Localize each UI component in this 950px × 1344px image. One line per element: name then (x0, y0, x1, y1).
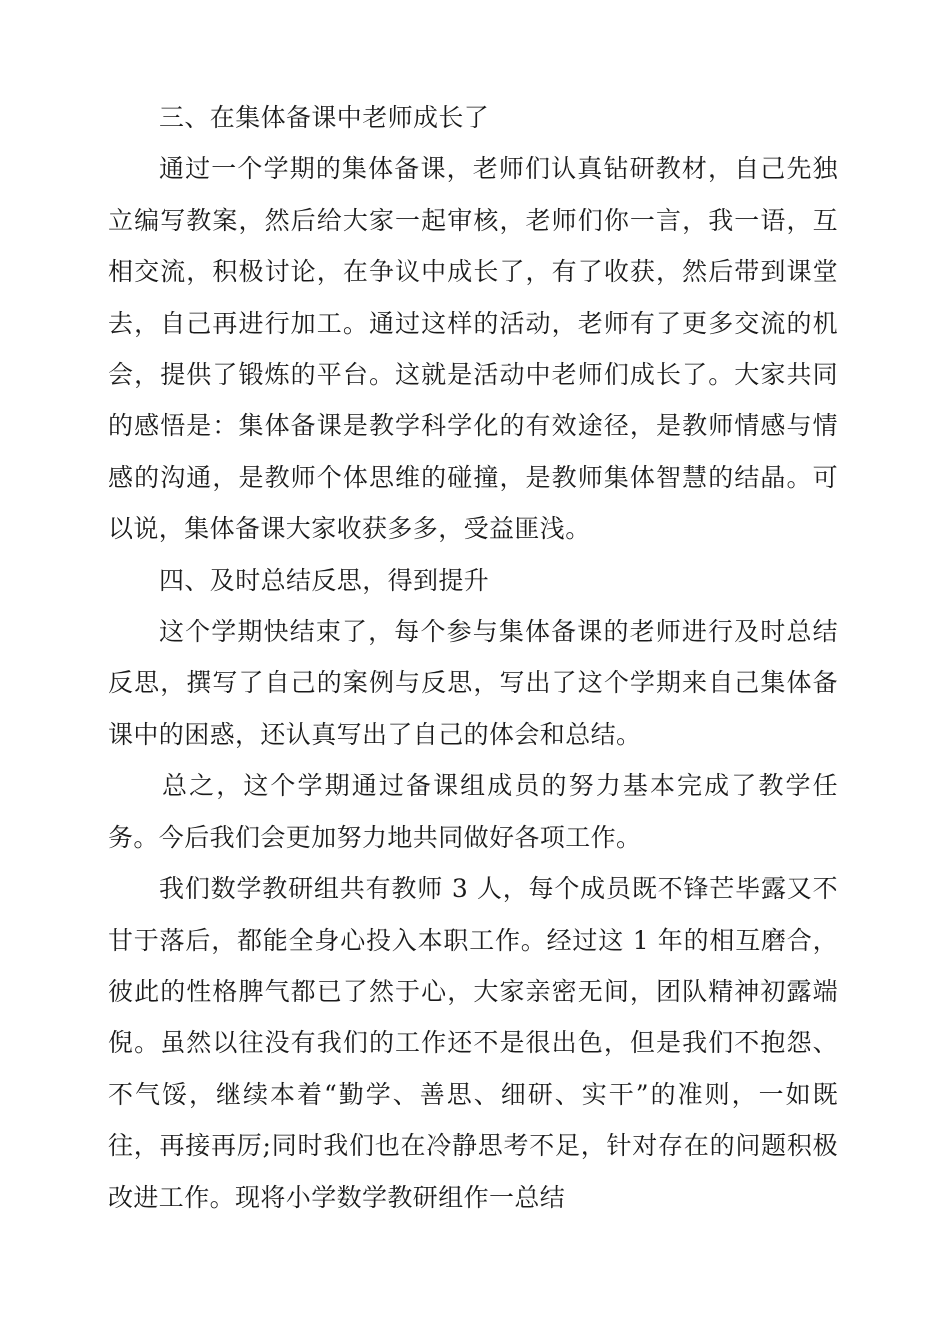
paragraph-math-group: 我们数学教研组共有教师 3 人，每个成员既不锋芒毕露又不甘于落后，都能全身心投入本职工作。经过这 1 年的相互磨合，彼此的性格脾气都已了然于心，大家亲密无间，团队精神初露端倪。虽然以往没有我们的工作还不是很出色，但是我们不抱怨、不气馁，继续本着“勤学、善思、细研、实干”的准则，一如既往，再接再厉;同时我们也在冷静思考不足，针对存在的问题积极改进工作。现将小学数学教研组作一总结 (108, 874, 838, 1212)
paragraph-reflection: 这个学期快结束了，每个参与集体备课的老师进行及时总结反思，撰写了自己的案例与反思，写出了这个学期来自己集体备课中的困惑，还认真写出了自己的体会和总结。 (108, 617, 838, 749)
section-heading-3: 三、在集体备课中老师成长了 (159, 103, 490, 132)
section-heading-4: 四、及时总结反思，得到提升 (159, 565, 490, 595)
paragraph-collective-lesson-prep: 通过一个学期的集体备课，老师们认真钻研教材，自己先独立编写教案，然后给大家一起审核，老师们你一言，我一语，互相交流，积极讨论，在争议中成长了，有了收获，然后带到课堂去，自己再进行加工。通过这样的活动，老师有了更多交流的机会，提供了锻炼的平台。这就是活动中老师们成长了。大家共同的感悟是：集体备课是教学科学化的有效途径，是教师情感与情感的沟通，是教师个体思维的碰撞，是教师集体智慧的结晶。可以说，集体备课大家收获多多，受益匪浅。 (108, 154, 838, 544)
paragraph-conclusion: 总之，这个学期通过备课组成员的努力基本完成了教学任务。今后我们会更加努力地共同做好各项工作。 (108, 771, 838, 852)
document-body (108, 92, 838, 1223)
